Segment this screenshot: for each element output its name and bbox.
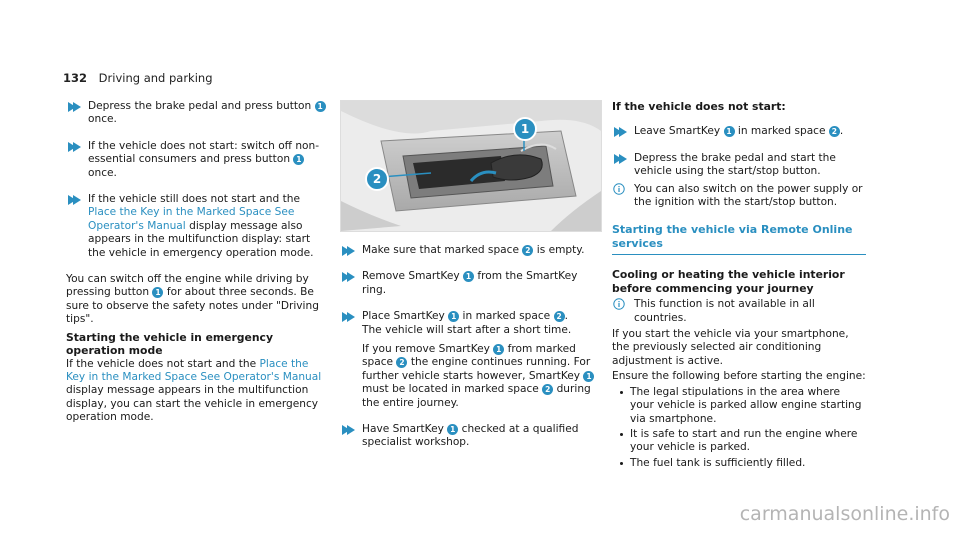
step-item: If the vehicle does not start: switch off non-essential consumers and press button 1 once. bbox=[66, 140, 328, 180]
column-right bbox=[612, 100, 866, 472]
subheading: Cooling or heating the vehicle interior before commencing your journey bbox=[612, 268, 845, 295]
info-note: This function is not available in all countries. bbox=[612, 298, 866, 325]
step-item: Remove SmartKey 1 from the SmartKey ring. bbox=[340, 270, 602, 297]
callout-badge: 2 bbox=[396, 357, 407, 368]
subheading: Starting the vehicle in emergency operation mode bbox=[66, 330, 273, 358]
callout-badge: 1 bbox=[152, 287, 163, 298]
section-title: Driving and parking bbox=[98, 71, 213, 85]
display-message-link[interactable]: Place the Key in the Marked Space See Operator's Manual bbox=[66, 357, 322, 383]
display-message-link[interactable]: Place the Key in the Marked Space See Operator's Manual bbox=[88, 206, 295, 232]
step-arrow-icon bbox=[342, 312, 350, 322]
step-item: Make sure that marked space 2 is empty. bbox=[340, 244, 602, 257]
console-illustration bbox=[341, 101, 601, 231]
step-arrow-icon bbox=[68, 142, 76, 152]
info-icon bbox=[613, 298, 625, 310]
figure-callout-1: 1 bbox=[513, 117, 537, 141]
callout-badge: 2 bbox=[829, 126, 840, 137]
paragraph: If the vehicle does not start and the Place the Key in the Marked Space See Operator's Manual display message appears in the multifunction display, you can start the vehicle in emergency operation mode. bbox=[66, 357, 322, 424]
step-arrow-icon bbox=[342, 246, 350, 256]
callout-badge: 2 bbox=[554, 311, 565, 322]
step-arrow-icon bbox=[68, 195, 76, 205]
list-item: The fuel tank is sufficiently filled. bbox=[612, 457, 866, 470]
subheading: If the vehicle does not start: bbox=[612, 100, 786, 113]
callout-badge: 1 bbox=[583, 371, 594, 382]
callout-badge: 1 bbox=[315, 101, 326, 112]
step-item: Depress the brake pedal and press button 1 once. bbox=[66, 100, 328, 127]
step-arrow-icon bbox=[342, 425, 350, 435]
callout-badge: 1 bbox=[448, 311, 459, 322]
list-item: It is safe to start and run the engine where your vehicle is parked. bbox=[612, 428, 866, 455]
watermark: carmanualsonline.info bbox=[739, 503, 950, 525]
callout-badge: 2 bbox=[522, 245, 533, 256]
column-middle bbox=[340, 100, 602, 463]
info-note: You can also switch on the power supply or the ignition with the start/stop button. bbox=[612, 183, 866, 210]
section-heading: Starting the vehicle via Remote Online services bbox=[612, 223, 866, 255]
step-arrow-icon bbox=[614, 154, 622, 164]
callout-badge: 2 bbox=[542, 384, 553, 395]
callout-badge: 1 bbox=[463, 271, 474, 282]
page-header bbox=[63, 71, 213, 85]
callout-badge: 1 bbox=[493, 344, 504, 355]
list-item: The legal stipulations in the area where your vehicle is parked allow engine starting via smartphone. bbox=[612, 386, 866, 426]
step-item: Leave SmartKey 1 in marked space 2 . bbox=[612, 125, 866, 138]
step-continuation: If you remove SmartKey 1 from marked space 2 the engine continues running. For further vehicle starts however, SmartKey 1 must be located in marked space 2 during the entire journey. bbox=[340, 343, 602, 410]
step-item: Depress the brake pedal and start the vehicle using the start/stop button. bbox=[612, 152, 866, 179]
page-number: 132 bbox=[63, 71, 88, 85]
column-left bbox=[66, 100, 328, 425]
callout-badge: 1 bbox=[724, 126, 735, 137]
step-arrow-icon bbox=[614, 127, 622, 137]
step-item: Have SmartKey 1 checked at a qualified specialist workshop. bbox=[340, 423, 602, 450]
step-arrow-icon bbox=[68, 102, 76, 112]
info-icon bbox=[613, 183, 625, 195]
smartkey-compartment-figure bbox=[340, 100, 602, 232]
paragraph: Ensure the following before starting the engine: bbox=[612, 370, 866, 383]
callout-badge: 1 bbox=[293, 154, 304, 165]
paragraph: If you start the vehicle via your smartphone, the previously selected air conditioning adjustment is active. bbox=[612, 328, 849, 367]
step-arrow-icon bbox=[342, 272, 350, 282]
callout-badge: 1 bbox=[447, 424, 458, 435]
paragraph: You can switch off the engine while driving by pressing button 1 for about three seconds. Be sure to observe the safety notes under "Driving tips". bbox=[66, 273, 319, 326]
figure-callout-2: 2 bbox=[365, 167, 389, 191]
step-item: If the vehicle still does not start and the Place the Key in the Marked Space See Operator's Manual display message also appears in the multifunction display: start the vehicle in emergency operation mode. bbox=[66, 193, 328, 260]
step-item: Place SmartKey 1 in marked space 2 . The vehicle will start after a short time. bbox=[340, 310, 602, 337]
